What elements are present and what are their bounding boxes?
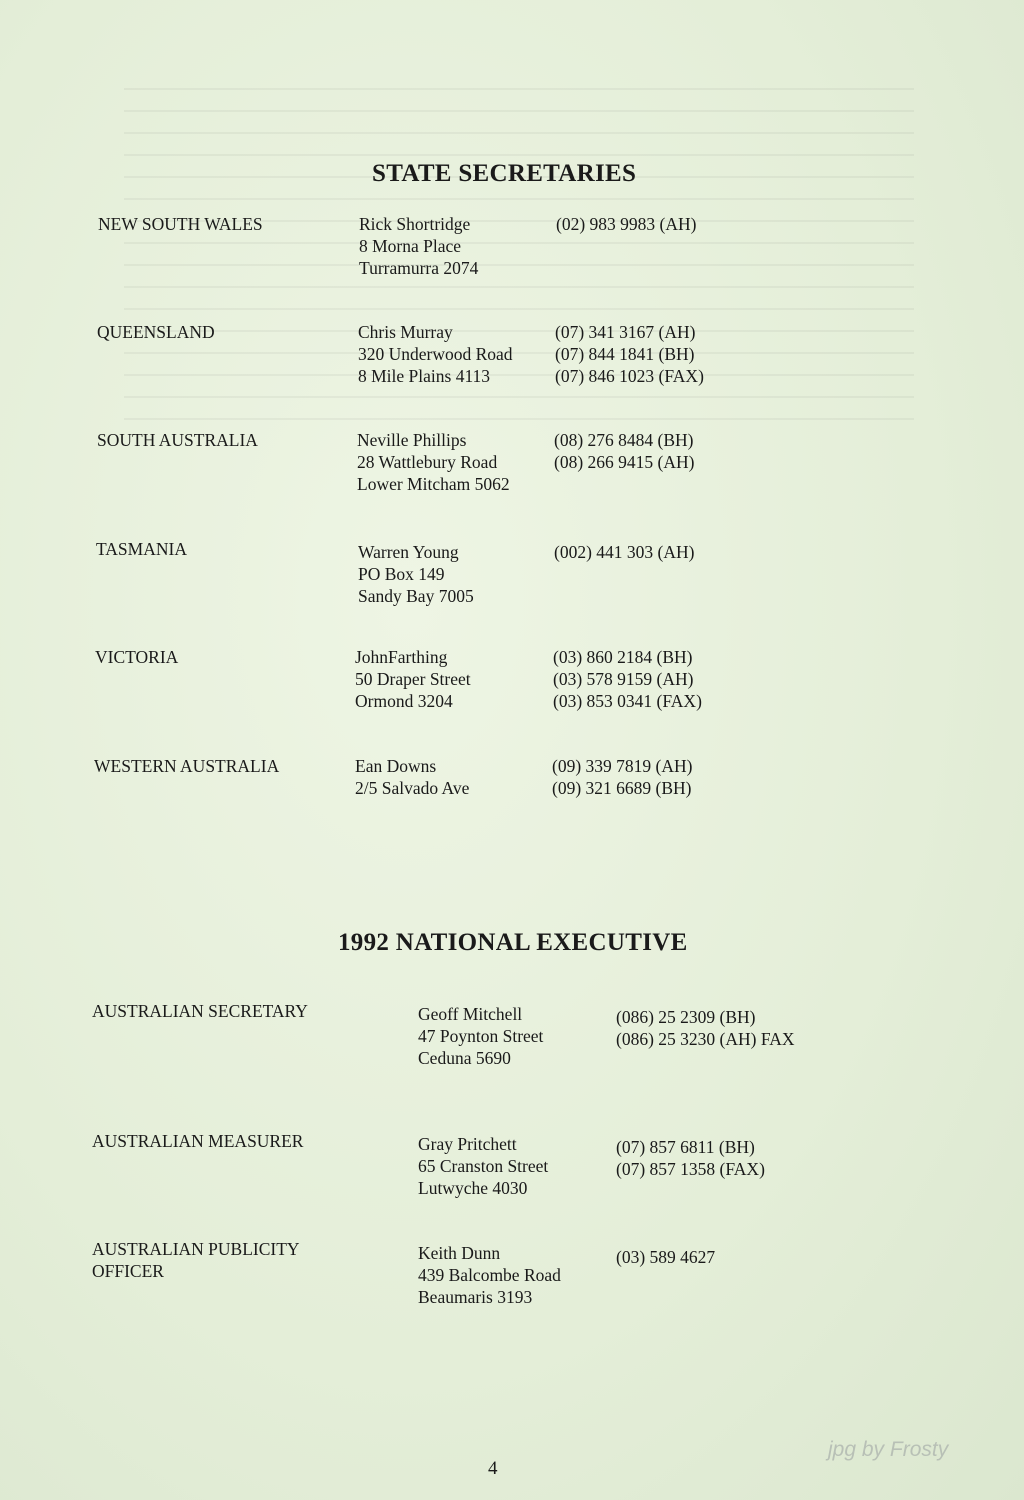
phone-line: (086) 25 3230 (AH) FAX xyxy=(616,1029,795,1049)
phone-line: (07) 844 1841 (BH) xyxy=(555,344,695,364)
phone-block xyxy=(555,321,704,387)
phone-line: (002) 441 303 (AH) xyxy=(554,542,695,562)
contact-name: Rick Shortridge xyxy=(359,214,471,234)
address-line: Ceduna 5690 xyxy=(418,1048,511,1068)
phone-line: (07) 857 1358 (FAX) xyxy=(616,1159,765,1179)
page-number: 4 xyxy=(488,1458,498,1479)
contact-block xyxy=(355,646,471,712)
phone-line: (09) 339 7819 (AH) xyxy=(552,756,693,776)
address-line: 65 Cranston Street xyxy=(418,1156,549,1176)
state-name: NEW SOUTH WALES xyxy=(98,214,263,234)
role-title: AUSTRALIAN PUBLICITY xyxy=(92,1239,300,1259)
bleed-through-texture xyxy=(124,80,914,420)
contact-block xyxy=(418,1003,543,1069)
phone-block xyxy=(616,1136,765,1180)
state-name: VICTORIA xyxy=(95,647,179,667)
state-name: WESTERN AUSTRALIA xyxy=(94,756,280,776)
phone-line: (02) 983 9983 (AH) xyxy=(556,214,697,234)
phone-block xyxy=(552,755,692,799)
state-name: QUEENSLAND xyxy=(97,322,215,342)
address-line: 439 Balcombe Road xyxy=(418,1265,561,1285)
phone-block xyxy=(616,1006,795,1050)
address-line: 50 Draper Street xyxy=(355,669,471,689)
address-line: 2/5 Salvado Ave xyxy=(355,778,470,798)
contact-block xyxy=(358,541,474,607)
phone-block xyxy=(616,1246,715,1268)
role-title: OFFICER xyxy=(92,1261,164,1281)
role-title: AUSTRALIAN MEASURER xyxy=(92,1131,304,1151)
phone-block xyxy=(554,541,694,563)
phone-line: (03) 589 4627 xyxy=(616,1247,716,1267)
address-line: 28 Wattlebury Road xyxy=(357,452,498,472)
phone-block xyxy=(553,646,702,712)
phone-line: (03) 860 2184 (BH) xyxy=(553,647,693,667)
contact-block xyxy=(357,429,510,495)
phone-block xyxy=(554,429,694,473)
contact-name: Ean Downs xyxy=(355,756,437,776)
state-secretaries-heading: STATE SECRETARIES xyxy=(372,160,637,187)
contact-block xyxy=(358,321,513,387)
watermark: jpg by Frosty xyxy=(828,1438,949,1461)
phone-line: (08) 276 8484 (BH) xyxy=(554,430,694,450)
phone-block xyxy=(556,213,696,235)
address-line: Beaumaris 3193 xyxy=(418,1287,533,1307)
phone-line: (07) 846 1023 (FAX) xyxy=(555,366,704,386)
contact-name: Warren Young xyxy=(358,542,459,562)
role-block xyxy=(92,1000,308,1022)
address-line: PO Box 149 xyxy=(358,564,445,584)
contact-name: Neville Phillips xyxy=(357,430,467,450)
state-name: TASMANIA xyxy=(96,539,187,559)
contact-name: JohnFarthing xyxy=(355,647,448,667)
state-name: SOUTH AUSTRALIA xyxy=(97,430,258,450)
contact-name: Keith Dunn xyxy=(418,1243,501,1263)
address-line: 8 Mile Plains 4113 xyxy=(358,366,491,386)
contact-name: Chris Murray xyxy=(358,322,453,342)
address-line: Turramurra 2074 xyxy=(359,258,479,278)
phone-line: (086) 25 2309 (BH) xyxy=(616,1007,756,1027)
national-executive-heading: 1992 NATIONAL EXECUTIVE xyxy=(338,929,688,956)
address-line: 320 Underwood Road xyxy=(358,344,513,364)
phone-line: (09) 321 6689 (BH) xyxy=(552,778,692,798)
address-line: 47 Poynton Street xyxy=(418,1026,544,1046)
address-line: Lutwyche 4030 xyxy=(418,1178,528,1198)
address-line: 8 Morna Place xyxy=(359,236,462,256)
address-line: Ormond 3204 xyxy=(355,691,453,711)
phone-line: (03) 853 0341 (FAX) xyxy=(553,691,702,711)
phone-line: (07) 341 3167 (AH) xyxy=(555,322,696,342)
contact-name: Gray Pritchett xyxy=(418,1134,517,1154)
phone-line: (07) 857 6811 (BH) xyxy=(616,1137,755,1157)
phone-line: (03) 578 9159 (AH) xyxy=(553,669,694,689)
contact-block xyxy=(359,213,478,279)
role-block xyxy=(92,1238,300,1282)
contact-name: Geoff Mitchell xyxy=(418,1004,523,1024)
contact-block xyxy=(355,755,469,799)
address-line: Sandy Bay 7005 xyxy=(358,586,474,606)
contact-block xyxy=(418,1133,548,1199)
contact-block xyxy=(418,1242,561,1308)
address-line: Lower Mitcham 5062 xyxy=(357,474,510,494)
role-block xyxy=(92,1130,303,1152)
phone-line: (08) 266 9415 (AH) xyxy=(554,452,695,472)
role-title: AUSTRALIAN SECRETARY xyxy=(92,1001,308,1021)
